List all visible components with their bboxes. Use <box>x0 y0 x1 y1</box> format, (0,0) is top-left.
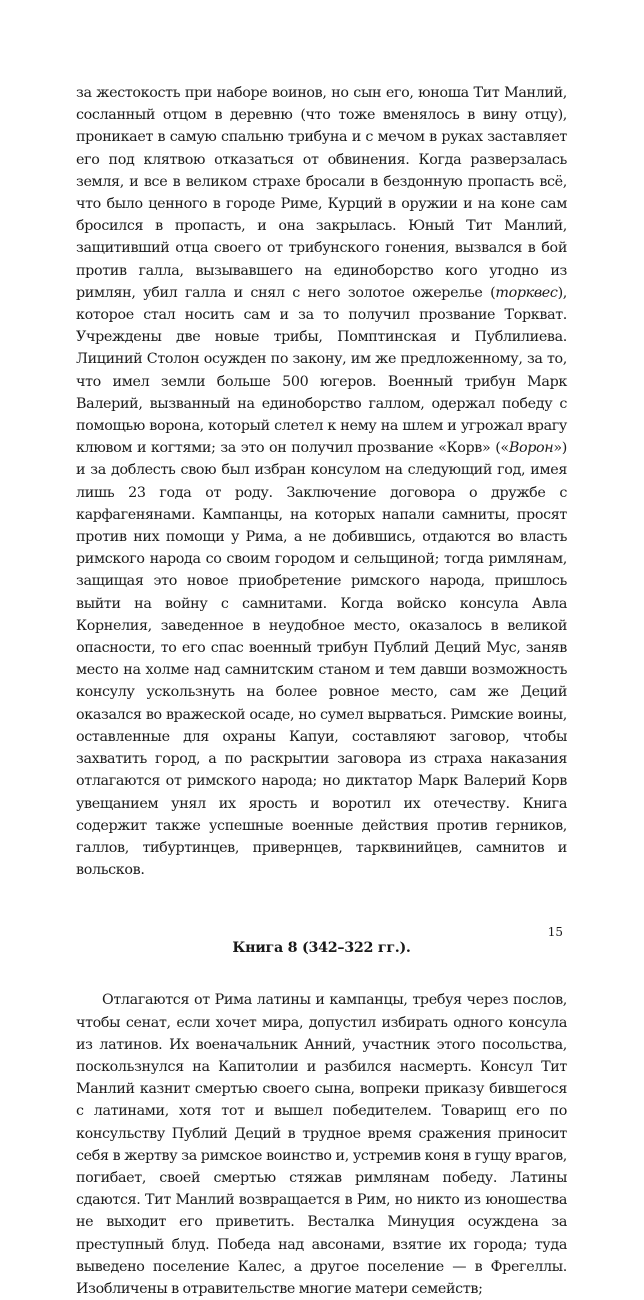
text-section-before <box>76 82 567 881</box>
text-segment: ») и за доблесть свою был избран консулом на следующий год, имея лишь 23 года от роду. Заключение договора о дружбе с карфагенянами. Кампанцы, на которых напали самниты, просят против них помощи у Рима, а не добившись, отдаются во власть римского народа со своим городом и сельщиной; тогда римлянам, защищая это новое приобретение римского народа, пришлось выйти на войну с самнитами. Когда войско консула Авла Корнелия, заведенное в неудобное место, оказалось в великой опасности, то его спас военный трибун Публий Деций Мус, заняв место на холме над самнитским станом и тем давши возможность консулу ускользнуть на более ровное место, сам же Деций оказался во вражеской осаде, но сумел вырваться. Римские воины, оставленные для охраны Капуи, составляют заговор, чтобы захватить город, а по раскрытии заговора из страха наказания отлагаются от римского народа; но диктатор Марк Валерий Корв увещанием унял их ярость и воротил их отечеству. Книга содержит также успешные военные действия против герников, галлов, тибуртинцев, привернцев, тарквинийцев, самнитов и вольсков. <box>76 440 567 879</box>
body-paragraph <box>76 989 567 1300</box>
page-content <box>76 82 567 1300</box>
italic-text-segment: Ворон <box>508 440 554 457</box>
page-number: 15 <box>547 925 563 939</box>
body-paragraph <box>76 82 567 881</box>
italic-text-segment: торквес <box>495 284 558 301</box>
text-section-after <box>76 989 567 1300</box>
chapter-heading: Книга 8 (342–322 гг.). <box>232 940 411 957</box>
text-segment: за жестокость при наборе воинов, но сын его, юноша Тит Манлий, сосланный отцом в деревню (что тоже вменялось в вину отцу), проникает в самую спальню трибуна и с мечом в руках заставляет его под клятвою отказаться от обвинения. Когда разверзалась земля, и все в великом страхе бросали в бездонную пропасть всё, что было ценного в городе Риме, Курций в оружии и на коне сам бросился в пропасть, и она закрылась. Юный Тит Манлий, защитивший отца своего от трибунского гонения, вызвался в бой против галла, вызывавшего на единоборство кого угодно из римлян, убил галла и снял с него золотое ожерелье ( <box>76 85 567 301</box>
text-segment: Отлагаются от Рима латины и кампанцы, требуя через послов, чтобы сенат, если хочет мира, допустил избирать одного консула из латинов. Их военачальник Анний, участник этого посольства, поскользнулся на Капитолии и разбился насмерть. Консул Тит Манлий казнит смертью своего сына, вопреки приказу бившегося с латинами, хотя тот и вышел победителем. Товарищ его по консульству Публий Деций в трудное время сражения приносит себя в жертву за римское воинство и, устремив коня в гущу врагов, погибает, своей смертью стяжав римлянам победу. Латины сдаются. Тит Манлий возвращается в Рим, но никто из юношества не выходит его приветить. Весталка Минуция осуждена за преступный блуд. Победа над авсонами, взятие их города; туда выведено поселение Калес, а другое поселение — в Фрегеллы. Изобличены в отравительстве многие матери семейств; <box>76 992 567 1297</box>
text-segment: ), которое стал носить сам и за то получил прозвание Торкват. Учреждены две новые трибы, Помптинская и Публилиева. Лициний Столон осужден по закону, им же предложенному, за то, что имел земли больше 500 югеров. Военный трибун Марк Валерий, вызванный на единоборство галлом, одержал победу с помощью ворона, который слетел к нему на шлем и угрожал врагу клювом и когтями; за это он получил прозвание «Корв» (« <box>76 284 567 457</box>
